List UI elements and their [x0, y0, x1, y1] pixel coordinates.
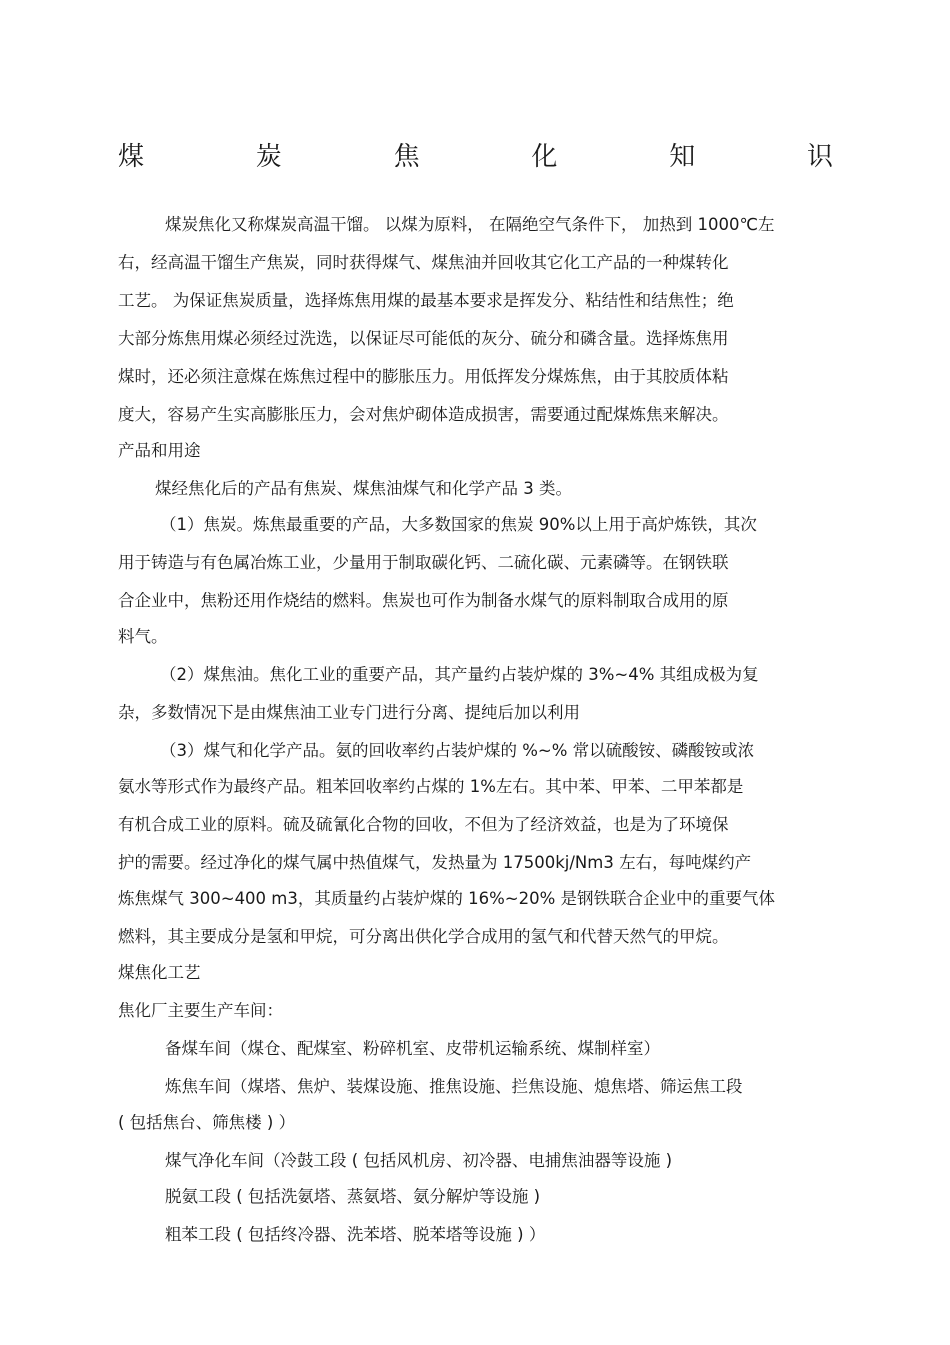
- text-line: 有机合成工业的原料。硫及硫氰化合物的回收，不但为了经济效益，也是为了环境保: [118, 815, 729, 834]
- text-line: 工艺。 为保证焦炭质量，选择炼焦用煤的最基本要求是挥发分、粘结性和结焦性；绝: [118, 291, 734, 310]
- title-char: 炭: [255, 142, 282, 172]
- text-line: 燃料，其主要成分是氢和甲烷，可分离出供化学合成用的氢气和代替天然气的甲烷。: [118, 927, 729, 946]
- text-line: ( 包括焦台、筛焦楼 ) ）: [118, 1113, 296, 1132]
- text-line: （1）焦炭。炼焦最重要的产品，大多数国家的焦炭 90%以上用于高炉炼铁，其次: [160, 515, 757, 534]
- text-line: 合企业中，焦粉还用作烧结的燃料。焦炭也可作为制备水煤气的原料制取合成用的原: [118, 591, 729, 610]
- text-line: 右，经高温干馏生产焦炭，同时获得煤气、煤焦油并回收其它化工产品的一种煤转化: [118, 253, 729, 272]
- text-line: 粗苯工段 ( 包括终冷器、洗苯塔、脱苯塔等设施 ) ）: [165, 1225, 546, 1244]
- text-line: （2）煤焦油。焦化工业的重要产品，其产量约占装炉煤的 3%~4% 其组成极为复: [160, 665, 759, 684]
- text-line: 度大，容易产生实高膨胀压力，会对焦炉砌体造成损害，需要通过配煤炼焦来解决。: [118, 405, 729, 424]
- text-line: 煤炭焦化又称煤炭高温干馏。 以煤为原料， 在隔绝空气条件下， 加热到 1000℃左: [165, 215, 775, 234]
- text-line: 煤经焦化后的产品有焦炭、煤焦油煤气和化学产品 3 类。: [155, 479, 572, 498]
- text-line: （3）煤气和化学产品。氨的回收率约占装炉煤的 %~% 常以硫酸铵、磷酸铵或浓: [160, 741, 755, 760]
- title-char: 识: [806, 142, 833, 172]
- title-char: 焦: [393, 142, 420, 172]
- section-heading: 产品和用途: [118, 441, 201, 460]
- text-line: 大部分炼焦用煤必须经过洗选，以保证尽可能低的灰分、硫分和磷含量。选择炼焦用: [118, 329, 729, 348]
- text-line: 氨水等形式作为最终产品。粗苯回收率约占煤的 1%左右。其中苯、甲苯、二甲苯都是: [118, 777, 744, 796]
- text-line: 护的需要。经过净化的煤气属中热值煤气，发热量为 17500kj/Nm3 左右，每吨煤约产: [118, 853, 752, 872]
- title-char: 知: [669, 142, 696, 172]
- text-line: 煤时，还必须注意煤在炼焦过程中的膨胀压力。用低挥发分煤炼焦，由于其胶质体粘: [118, 367, 729, 386]
- text-line: 煤气净化车间（冷鼓工段 ( 包括风机房、初冷器、电捕焦油器等设施 ): [165, 1151, 673, 1170]
- text-line: 炼焦车间（煤塔、焦炉、装煤设施、推焦设施、拦焦设施、熄焦塔、筛运焦工段: [165, 1077, 743, 1096]
- title-char: 化: [531, 142, 558, 172]
- text-line: 脱氨工段 ( 包括洗氨塔、蒸氨塔、氨分解炉等设施 ): [165, 1187, 541, 1206]
- text-line: 炼焦煤气 300~400 m3，其质量约占装炉煤的 16%~20% 是钢铁联合企业中的重要气体: [118, 889, 776, 908]
- text-line: 焦化厂主要生产车间：: [118, 1001, 283, 1020]
- page-title: [118, 140, 833, 174]
- text-line: 杂，多数情况下是由煤焦油工业专门进行分离、提纯后加以利用: [118, 703, 580, 722]
- text-line: 用于铸造与有色属冶炼工业，少量用于制取碳化钙、二硫化碳、元素磷等。在钢铁联: [118, 553, 729, 572]
- text-line: 备煤车间（煤仓、配煤室、粉碎机室、皮带机运输系统、煤制样室）: [165, 1039, 660, 1058]
- section-heading: 煤焦化工艺: [118, 963, 201, 982]
- text-line: 料气。: [118, 627, 168, 646]
- title-char: 煤: [118, 142, 145, 172]
